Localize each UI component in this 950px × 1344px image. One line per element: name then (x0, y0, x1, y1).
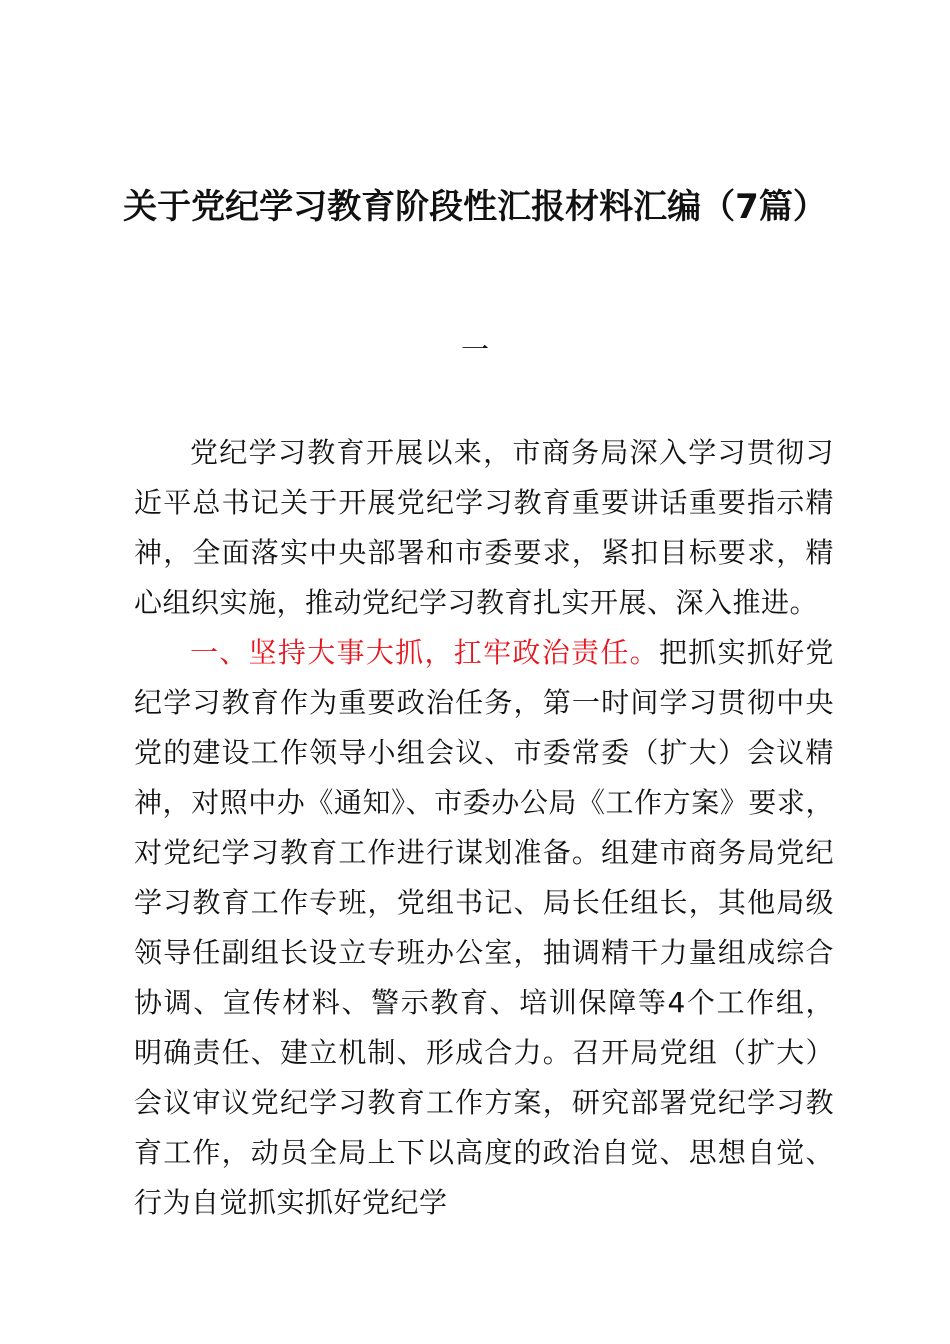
point-1-body: 把抓实抓好党纪学习教育作为重要政治任务，第一时间学习贯彻中央党的建设工作领导小组会议、市委常委（扩大）会议精神，对照中办《通知》、市委办公局《工作方案》要求，对党纪学习教育工作进行谋划准备。组建市商务局党纪学习教育工作专班，党组书记、局长任组长，其他局级领导任副组长设立专班办公室，抽调精干力量组成综合协调、宣传材料、警示教育、培训保障等4个工作组，明确责任、建立机制、形成合力。召开局党组（扩大）会议审议党纪学习教育工作方案，研究部署党纪学习教育工作，动员全局上下以高度的政治自觉、思想自觉、行为自觉抓实抓好党纪学 (134, 636, 834, 1219)
point-1-paragraph (134, 628, 834, 1228)
point-1-heading: 一、坚持大事大抓，扛牢政治责任。 (190, 636, 659, 669)
document-body (134, 428, 834, 1228)
section-number: 一 (460, 333, 489, 366)
intro-paragraph: 党纪学习教育开展以来，市商务局深入学习贯彻习近平总书记关于开展党纪学习教育重要讲话重要指示精神，全面落实中央部署和市委要求，紧扣目标要求，精心组织实施，推动党纪学习教育扎实开展、深入推进。 (134, 436, 834, 619)
document-title: 关于党纪学习教育阶段性汇报材料汇编（7篇） (123, 187, 827, 227)
